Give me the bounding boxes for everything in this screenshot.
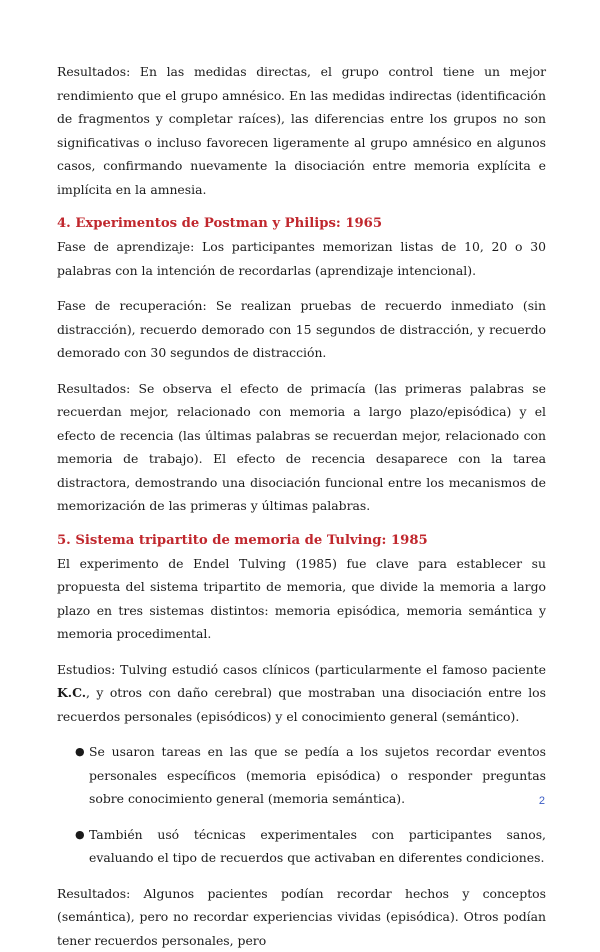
studies-text-b: , y otros con daño cerebral) que mostraban una disociación entre los recuerdos personales (episódicos) y el conocimiento general (semántico). xyxy=(57,685,546,724)
document-body xyxy=(57,60,546,952)
paragraph-recovery-phase: Fase de recuperación: Se realizan pruebas de recuerdo inmediato (sin distracción), recuerdo demorado con 15 segundos de distracción, y recuerdo demorado con 30 segundos de distracción. xyxy=(57,294,546,365)
heading-postman-philips: 4. Experimentos de Postman y Philips: 1965 xyxy=(57,213,546,235)
bullet-icon: ● xyxy=(75,740,85,764)
heading-tulving: 5. Sistema tripartito de memoria de Tulving: 1985 xyxy=(57,530,546,552)
list-item xyxy=(57,740,546,811)
page-number: 2 xyxy=(539,795,545,807)
studies-text-a: Estudios: Tulving estudió casos clínicos (particularmente el famoso paciente xyxy=(57,662,546,677)
paragraph-learning-phase: Fase de aprendizaje: Los participantes memorizan listas de 10, 20 o 30 palabras con la intención de recordarlas (aprendizaje intencional). xyxy=(57,235,546,282)
bullet-icon: ● xyxy=(75,823,85,847)
bullet-list xyxy=(57,740,546,870)
paragraph-results-patients: Resultados: Algunos pacientes podían recordar hechos y conceptos (semántica), pero no recordar experiencias vividas (episódica). Otros podían tener recuerdos personales, pero xyxy=(57,882,546,952)
paragraph-studies xyxy=(57,658,546,729)
patient-kc: K.C. xyxy=(57,685,86,700)
paragraph-results-primacy: Resultados: Se observa el efecto de primacía (las primeras palabras se recuerdan mejor, relacionado con memoria a largo plazo/episódica) y el efecto de recencia (las últimas palabras se recuerdan mejor, relacionado con memoria de trabajo). El efecto de recencia desaparece con la tarea distractora, demostrando una disociación funcional entre los mecanismos de memorización de las primeras y últimas palabras. xyxy=(57,377,546,518)
list-item-text: Se usaron tareas en las que se pedía a los sujetos recordar eventos personales específicos (memoria episódica) o responder preguntas sobre conocimiento general (memoria semántica). xyxy=(89,744,546,806)
paragraph-results-amnesia: Resultados: En las medidas directas, el grupo control tiene un mejor rendimiento que el grupo amnésico. En las medidas indirectas (identificación de fragmentos y completar raíces), las diferencias entre los grupos no son significativas o incluso favorecen ligeramente al grupo amnésico en algunos casos, confirmando nuevamente la disociación entre memoria explícita e implícita en la amnesia. xyxy=(57,60,546,201)
list-item-text: También usó técnicas experimentales con participantes sanos, evaluando el tipo de recuerdos que activaban en diferentes condiciones. xyxy=(89,827,546,866)
list-item xyxy=(57,823,546,870)
paragraph-tulving-intro: El experimento de Endel Tulving (1985) fue clave para establecer su propuesta del sistema tripartito de memoria, que divide la memoria a largo plazo en tres sistemas distintos: memoria episódica, memoria semántica y memoria procedimental. xyxy=(57,552,546,646)
